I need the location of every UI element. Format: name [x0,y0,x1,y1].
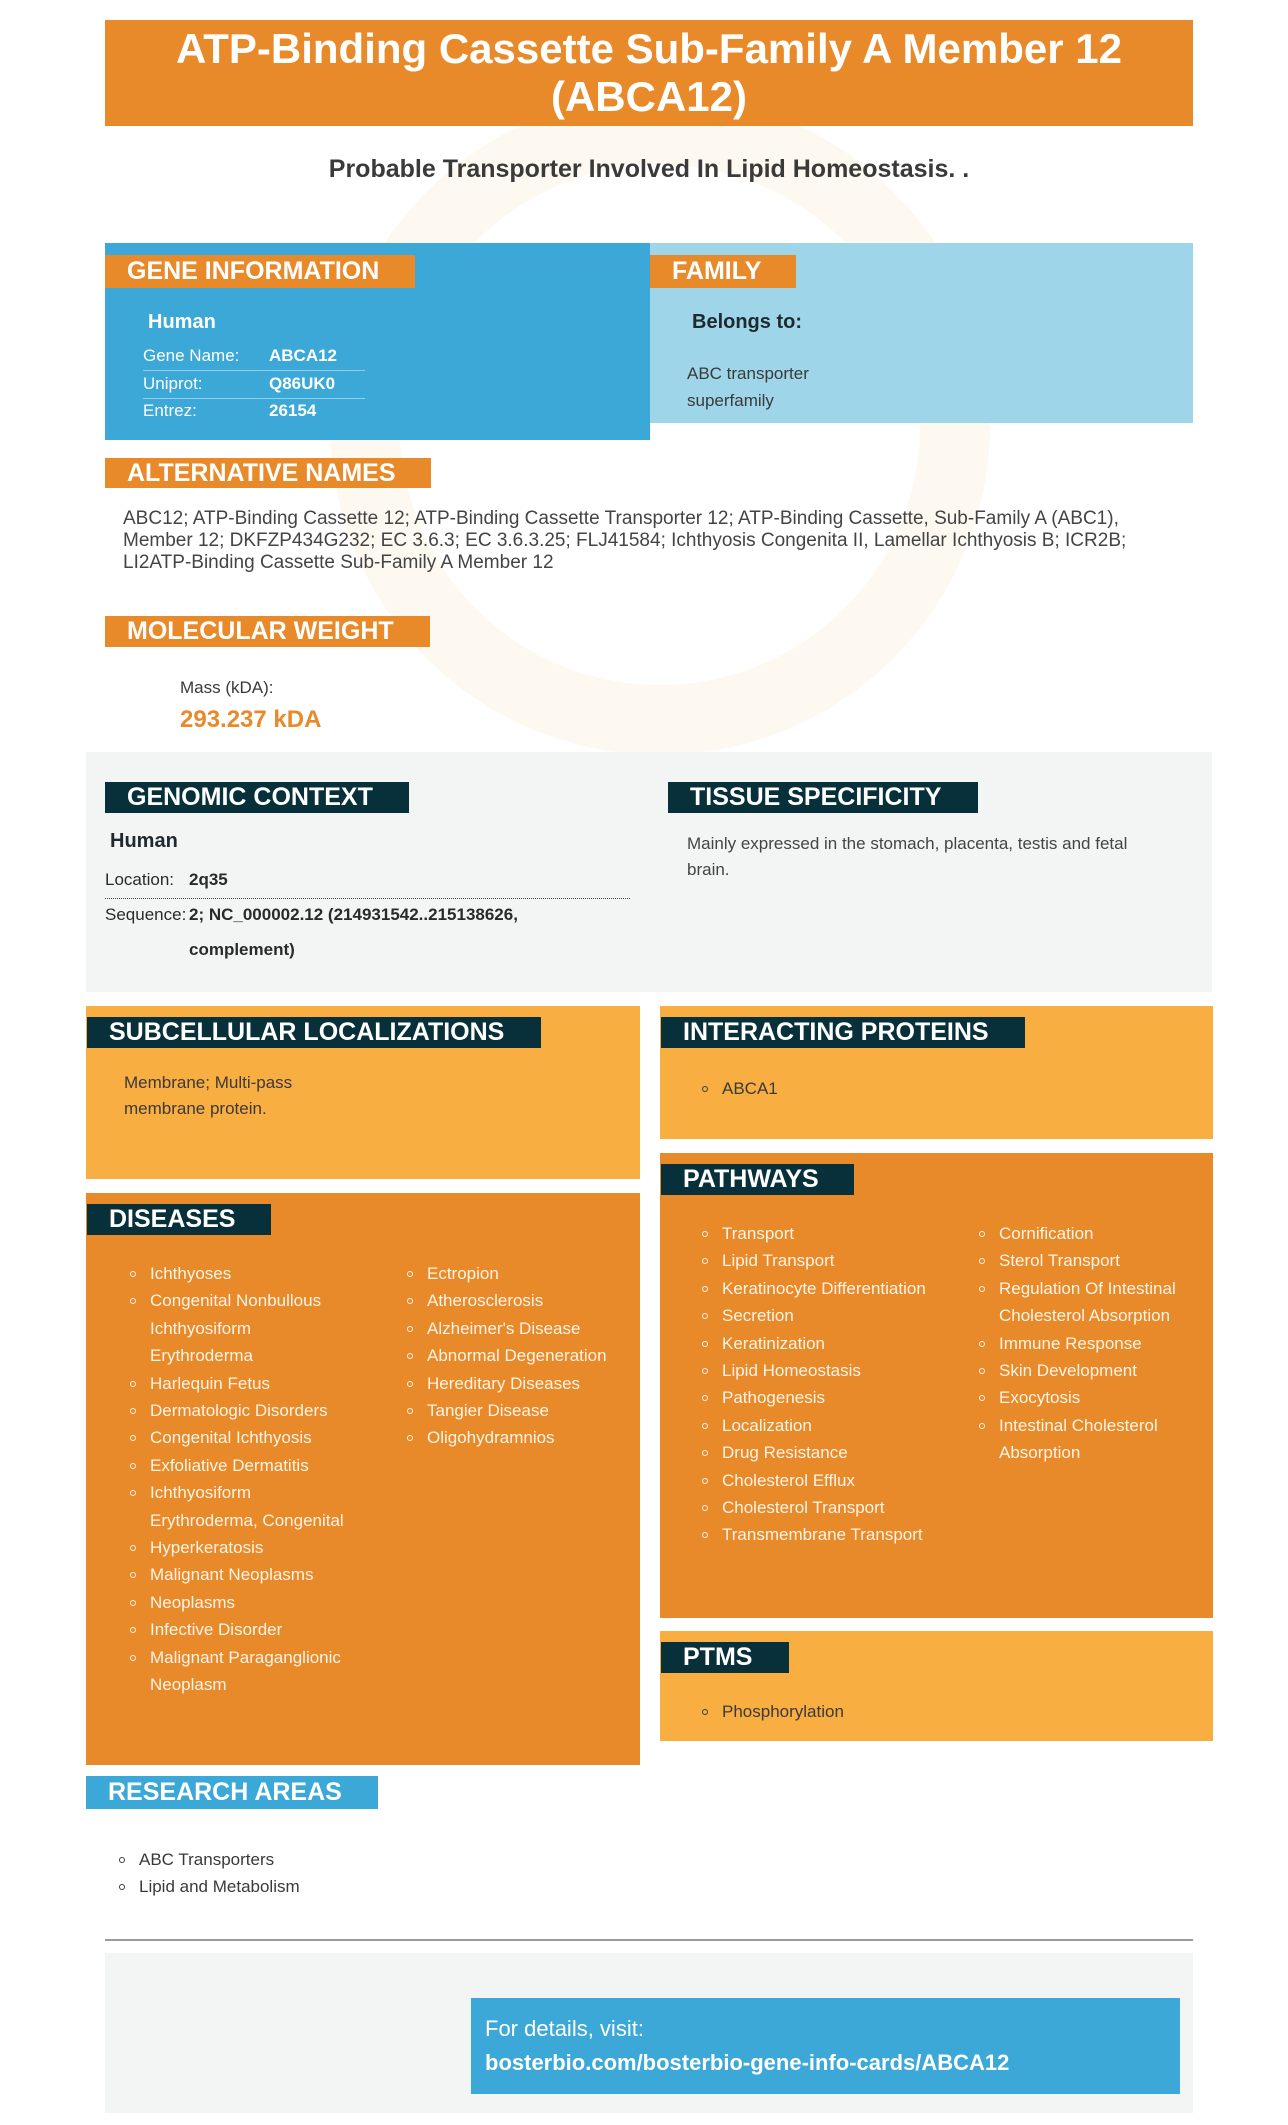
mass-label: Mass (kDA): [180,678,274,697]
details-label: For details, visit: [485,2016,644,2041]
entrez-value: 26154 [269,401,317,420]
tissue-specificity-text [687,831,1127,883]
family-value [687,360,809,414]
disease-item: Atherosclerosis [407,1287,632,1314]
molecular-weight-heading: MOLECULAR WEIGHT [105,616,430,647]
family-value-line: superfamily [687,391,774,410]
alternative-names-heading: ALTERNATIVE NAMES [105,458,431,488]
page-title: ATP-Binding Cassette Sub-Family A Member 12 (ABCA12) [176,25,1122,120]
pathway-item: Secretion [702,1302,932,1329]
sequence-label: Sequence: [105,905,187,924]
disease-item: Neoplasms [130,1589,350,1616]
family-card [650,243,1193,423]
ptm-item: Phosphorylation [702,1698,844,1725]
pathway-item: Transmembrane Transport [702,1521,932,1548]
divider [143,398,365,399]
disease-item: Hyperkeratosis [130,1534,350,1561]
details-url-link[interactable]: bosterbio.com/bosterbio-gene-info-cards/ABCA12 [485,2050,1010,2075]
disease-item: Infective Disorder [130,1616,350,1643]
ptms-list [702,1698,844,1725]
disease-item: Exfoliative Dermatitis [130,1452,350,1479]
pathway-item: Drug Resistance [702,1439,932,1466]
pathways-heading: PATHWAYS [661,1164,854,1195]
pathway-item: Lipid Homeostasis [702,1357,932,1384]
research-areas-list [119,1846,300,1901]
entrez-label: Entrez: [143,401,197,420]
disease-item: Hereditary Diseases [407,1370,632,1397]
pathways-card [660,1153,1213,1618]
pathway-item: Cholesterol Efflux [702,1467,932,1494]
pathways-list-column-1 [702,1220,932,1549]
sequence-value-line: 2; NC_000002.12 (214931542..215138626, [189,905,518,924]
ptms-card [660,1631,1213,1741]
gene-organism: Human [148,311,216,333]
pathway-item: Localization [702,1412,932,1439]
pathway-item: Keratinization [702,1330,932,1357]
location-label: Location: [105,870,174,889]
gene-name-row [143,346,363,368]
tissue-specificity-line: brain. [687,860,730,879]
uniprot-label: Uniprot: [143,374,203,393]
subcellular-card [86,1006,640,1179]
pathway-item: Intestinal Cholesterol Absorption [979,1412,1207,1467]
interacting-proteins-card [660,1006,1213,1139]
title-banner [105,20,1193,126]
family-heading: FAMILY [650,255,796,288]
uniprot-row [143,374,363,396]
pathway-item: Transport [702,1220,932,1247]
pathway-item: Exocytosis [979,1384,1207,1411]
family-belongs-label: Belongs to: [692,311,802,333]
research-area-item: ABC Transporters [119,1846,300,1873]
disease-item: Malignant Paraganglionic Neoplasm [130,1644,350,1699]
disease-item: Congenital Ichthyosis [130,1424,350,1451]
interacting-proteins-heading: INTERACTING PROTEINS [661,1017,1025,1048]
gene-name-value: ABCA12 [269,346,338,365]
entrez-row [143,401,363,423]
disease-item: Oligohydramnios [407,1424,632,1451]
gene-information-heading: GENE INFORMATION [105,255,415,288]
pathway-item: Cornification [979,1220,1207,1247]
disease-item: Dermatologic Disorders [130,1397,350,1424]
diseases-card [86,1193,640,1765]
interacting-protein-item: ABCA1 [702,1075,778,1102]
pathways-list-column-2 [979,1220,1207,1467]
disease-item: Malignant Neoplasms [130,1561,350,1588]
pathway-item: Regulation Of Intestinal Cholesterol Absorption [979,1275,1207,1330]
ptms-heading: PTMS [661,1642,789,1673]
subcellular-line: Membrane; Multi-pass [124,1073,293,1092]
disease-item: Ectropion [407,1260,632,1287]
divider [143,370,365,371]
sequence-value-line: complement) [189,940,295,959]
gene-name-label: Gene Name: [143,346,240,365]
location-value: 2q35 [189,870,228,889]
pathway-item: Pathogenesis [702,1384,932,1411]
divider [105,898,630,899]
family-value-line: ABC transporter [687,364,809,383]
tissue-specificity-heading: TISSUE SPECIFICITY [668,782,978,813]
pathway-item: Skin Development [979,1357,1207,1384]
diseases-list-column-2 [407,1260,632,1452]
research-area-item: Lipid and Metabolism [119,1873,300,1900]
pathway-item: Sterol Transport [979,1247,1207,1274]
page-subtitle: Probable Transporter Involved In Lipid Homeostasis. . [328,155,970,183]
diseases-heading: DISEASES [87,1204,271,1235]
footer-divider [105,1939,1193,1941]
disease-item: Alzheimer's Disease [407,1315,632,1342]
tissue-specificity-line: Mainly expressed in the stomach, placenta, testis and fetal [687,834,1128,853]
subcellular-heading: SUBCELLULAR LOCALIZATIONS [87,1017,541,1048]
genomic-organism: Human [110,830,178,852]
subcellular-line: membrane protein. [124,1099,267,1118]
details-link-box[interactable] [471,1998,1180,2094]
gene-information-card [105,243,650,440]
pathway-item: Cholesterol Transport [702,1494,932,1521]
mass-value: 293.237 kDA [180,706,322,733]
pathway-item: Immune Response [979,1330,1207,1357]
research-areas-heading: RESEARCH AREAS [86,1776,378,1809]
genomic-context-heading: GENOMIC CONTEXT [105,782,409,813]
interacting-proteins-list [702,1075,778,1102]
disease-item: Ichthyoses [130,1260,350,1287]
disease-item: Harlequin Fetus [130,1370,350,1397]
subcellular-text [124,1070,292,1122]
disease-item: Congenital Nonbullous Ichthyosiform Erythroderma [130,1287,350,1369]
disease-item: Tangier Disease [407,1397,632,1424]
disease-item: Abnormal Degeneration [407,1342,632,1369]
pathway-item: Lipid Transport [702,1247,932,1274]
disease-item: Ichthyosiform Erythroderma, Congenital [130,1479,350,1534]
uniprot-value: Q86UK0 [269,374,336,393]
diseases-list-column-1 [130,1260,350,1699]
pathway-item: Keratinocyte Differentiation [702,1275,932,1302]
alternative-names-text: ABC12; ATP-Binding Cassette 12; ATP-Binding Cassette Transporter 12; ATP-Binding Cassette, Sub-Family A (ABC1), Member 12; DKFZP434G232; EC 3.6.3; EC 3.6.3.25; FLJ41584; Ichthyosis Congenita II, Lamellar Ichthyosis B; ICR2B; LI2ATP-Binding Cassette Sub-Family A Member 12 [123,508,1127,573]
